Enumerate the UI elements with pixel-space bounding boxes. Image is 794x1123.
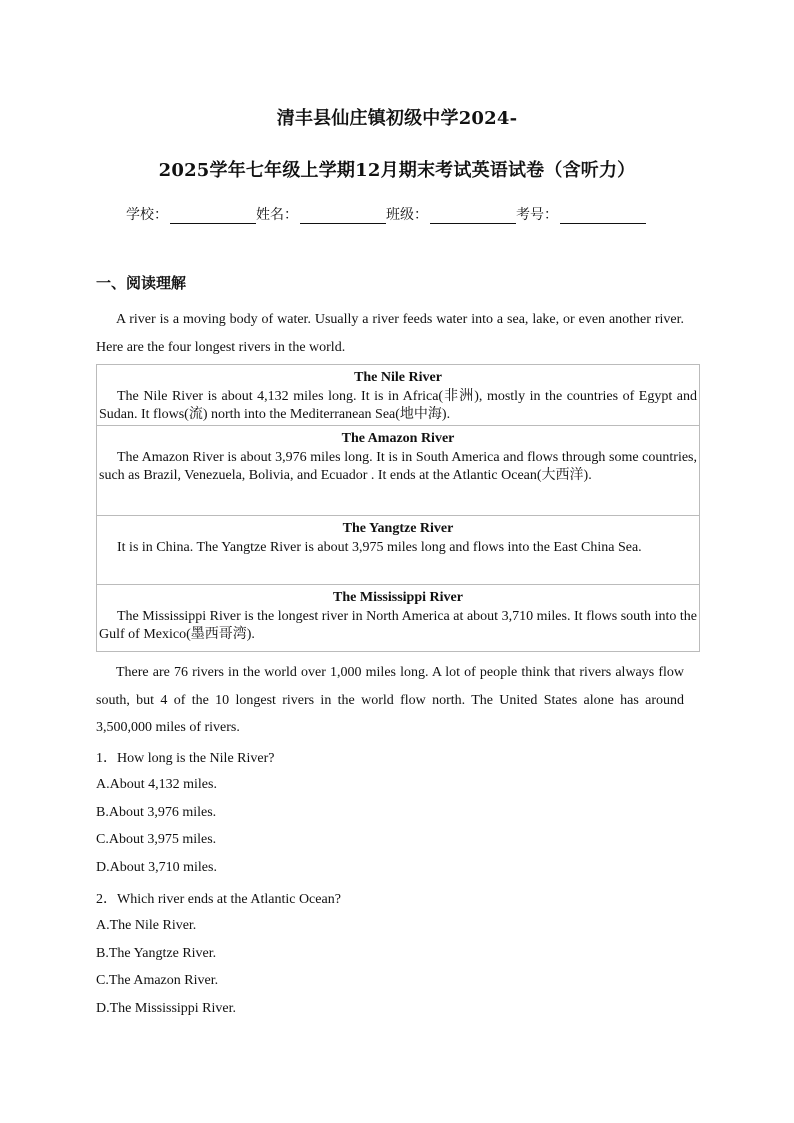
exam-number-label: 考号： <box>516 207 558 223</box>
question-1-option-c[interactable]: C.About 3,975 miles. <box>96 832 217 847</box>
river-text: It is in China. The Yangtze River is about 3,975 miles long and flows into the East China Sea. <box>117 539 642 555</box>
school-label: 学校： <box>126 207 168 223</box>
section-title: 一、阅读理解 <box>96 274 187 292</box>
river-text: The Nile River is about 4,132 miles long. It is in Africa(非洲), mostly in the countries of Egypt and Sudan. It flows(流) north into the Mediterranean Sea(地中海). <box>99 388 697 422</box>
question-1-stem: 1．How long is the Nile River? <box>96 751 275 766</box>
exam-title-line1: 清丰县仙庄镇初级中学2024- <box>276 108 518 129</box>
passage-intro <box>96 306 684 361</box>
exam-number-blank[interactable] <box>560 207 646 224</box>
question-2-option-d[interactable]: D.The Mississippi River. <box>96 1001 237 1016</box>
question-2-option-b[interactable]: B.The Yangtze River. <box>96 946 217 961</box>
passage-intro-text: A river is a moving body of water. Usually a river feeds water into a sea, lake, or even another river. Here are the four longest rivers in the world. <box>96 312 684 355</box>
question-1-option-d[interactable]: D.About 3,710 miles. <box>96 860 217 875</box>
class-blank[interactable] <box>430 207 516 224</box>
river-name: The Yangtze River <box>342 521 454 536</box>
question-1-option-a[interactable]: A.About 4,132 miles. <box>96 777 217 792</box>
exam-title-line2: 2025学年七年级上学期12月期末考试英语试卷（含听力） <box>158 160 636 181</box>
river-text: The Amazon River is about 3,976 miles long. It is in South America and flows through some countries, such as Brazil, Venezuela, Bolivia, and Ecuador . It ends at the Atlantic Ocean(大西洋). <box>99 449 697 483</box>
class-label: 班级： <box>386 207 428 223</box>
question-2-option-c[interactable]: C.The Amazon River. <box>96 973 219 988</box>
question-2-stem: 2．Which river ends at the Atlantic Ocean? <box>96 892 341 907</box>
question-1-option-b[interactable]: B.About 3,976 miles. <box>96 805 217 820</box>
river-cell-nile <box>97 365 699 426</box>
river-name: The Amazon River <box>341 431 455 446</box>
river-name: The Nile River <box>354 370 442 385</box>
river-cell-yangtze <box>97 516 699 585</box>
name-field <box>256 204 386 224</box>
name-blank[interactable] <box>300 207 386 224</box>
river-cell-mississippi <box>97 585 699 651</box>
name-label: 姓名： <box>256 207 298 223</box>
passage-closing <box>96 659 684 742</box>
passage-closing-text: There are 76 rivers in the world over 1,000 miles long. A lot of people think that rivers always flow south, but 4 of the 10 longest rivers in the world flow north. The United States alone has around 3,500,000 miles of rivers. <box>96 665 684 735</box>
rivers-table <box>96 364 700 652</box>
exam-number-field <box>516 204 646 224</box>
class-field <box>386 204 516 224</box>
river-name: The Mississippi River <box>333 590 463 605</box>
river-cell-amazon <box>97 426 699 516</box>
question-2-option-a[interactable]: A.The Nile River. <box>96 918 197 933</box>
student-info-row <box>126 204 646 224</box>
school-blank[interactable] <box>170 207 256 224</box>
river-text: The Mississippi River is the longest river in North America at about 3,710 miles. It flows south into the Gulf of Mexico(墨西哥湾). <box>99 608 697 642</box>
school-field <box>126 204 256 224</box>
